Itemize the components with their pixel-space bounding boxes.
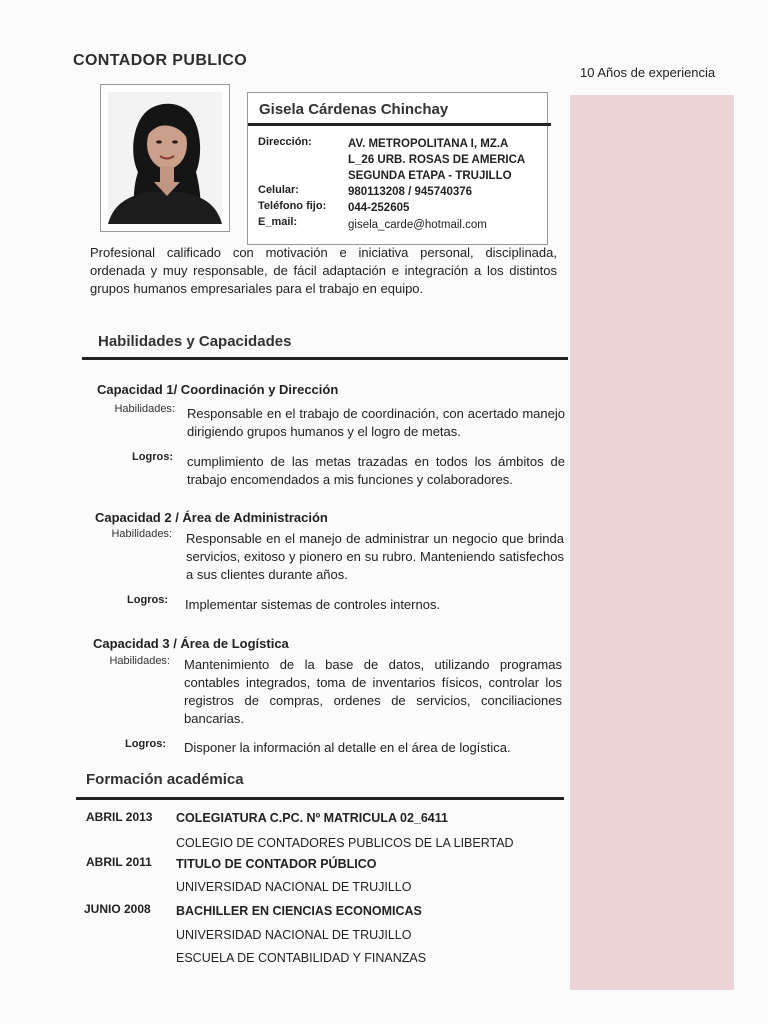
telefono-label: Teléfono fijo:	[258, 200, 327, 212]
capacity-1-habilidades-label: Habilidades:	[114, 403, 175, 415]
address-line-1: AV. METROPOLITANA I, MZ.A	[348, 138, 509, 150]
address-line-2: L_26 URB. ROSAS DE AMERICA	[348, 154, 526, 166]
capacity-1-title: Capacidad 1/ Coordinación y Dirección	[97, 382, 339, 397]
celular-label: Celular:	[258, 184, 299, 196]
capacity-3-title: Capacidad 3 / Área de Logística	[93, 636, 289, 651]
education-3-institution: UNIVERSIDAD NACIONAL DE TRUJILLO	[176, 928, 412, 942]
page-title: CONTADOR PUBLICO	[73, 52, 248, 69]
capacity-3-habilidades: Mantenimiento de la base de datos, utilizando programas contables integrados, toma de inventarios físicos, controlar los registros de compras, ordenes de servicios, conciliaciones bancarias.	[184, 657, 562, 726]
education-rule	[76, 797, 564, 800]
capacity-2-logros: Implementar sistemas de controles internos.	[185, 597, 441, 612]
education-2-institution: UNIVERSIDAD NACIONAL DE TRUJILLO	[176, 880, 412, 894]
education-1-degree: COLEGIATURA C.PC. Nº MATRICULA 02_6411	[176, 811, 448, 825]
contact-card	[247, 92, 548, 245]
education-1-institution: COLEGIO DE CONTADORES PUBLICOS DE LA LIBERTAD	[176, 836, 514, 850]
education-3-degree: BACHILLER EN CIENCIAS ECONOMICAS	[176, 904, 422, 918]
address-label: Dirección:	[258, 136, 312, 148]
celular-value: 980113208 / 945740376	[348, 186, 473, 198]
education-heading: Formación académica	[86, 771, 244, 788]
address-line-3: SEGUNDA ETAPA - TRUJILLO	[348, 170, 512, 182]
full-name: Gisela Cárdenas Chinchay	[259, 101, 449, 118]
skills-rule	[82, 357, 568, 360]
portrait-image	[108, 92, 222, 224]
capacity-3-logros-label: Logros:	[125, 738, 166, 750]
education-2-date: ABRIL 2011	[86, 855, 152, 869]
capacity-2-habilidades: Responsable en el manejo de administrar un negocio que brinda servicios, exitoso y pionero en su rubro. Manteniendo satisfechos a sus clientes durante años.	[186, 531, 564, 582]
experience-note: 10 Años de experiencia	[580, 65, 716, 80]
capacity-2-logros-label: Logros:	[127, 594, 168, 606]
capacity-1-logros: cumplimiento de las metas trazadas en todos los ámbitos de trabajo encomendados a mis funciones y colaboradores.	[187, 454, 565, 487]
capacity-2-habilidades-label: Habilidades:	[111, 528, 172, 540]
telefono-value: 044-252605	[348, 202, 410, 214]
profile-photo	[100, 84, 230, 232]
name-underline	[248, 123, 551, 126]
capacity-1-logros-label: Logros:	[132, 451, 173, 463]
sidebar-panel	[570, 95, 734, 990]
email-value: gisela_carde@hotmail.com	[348, 219, 487, 231]
email-label: E_mail:	[258, 216, 298, 228]
skills-heading: Habilidades y Capacidades	[98, 333, 292, 350]
capacity-3-logros: Disponer la información al detalle en el área de logística.	[184, 740, 511, 755]
capacity-2-title: Capacidad 2 / Área de Administración	[95, 510, 328, 525]
education-3-date: JUNIO 2008	[84, 902, 151, 916]
education-1-date: ABRIL 2013	[86, 810, 153, 824]
education-3-institution-2: ESCUELA DE CONTABILIDAD Y FINANZAS	[176, 951, 427, 965]
profile-summary: Profesional calificado con motivación e iniciativa personal, disciplinada, ordenada y muy responsable, de fácil adaptación e integración a los distintos grupos humanos empresariales para el trabajo en equipo.	[90, 245, 557, 296]
education-2-degree: TITULO DE CONTADOR PÚBLICO	[176, 857, 377, 871]
capacity-1-habilidades: Responsable en el trabajo de coordinación, con acertado manejo dirigiendo grupos humanos y el logro de metas.	[187, 406, 565, 439]
capacity-3-habilidades-label: Habilidades:	[109, 655, 170, 667]
